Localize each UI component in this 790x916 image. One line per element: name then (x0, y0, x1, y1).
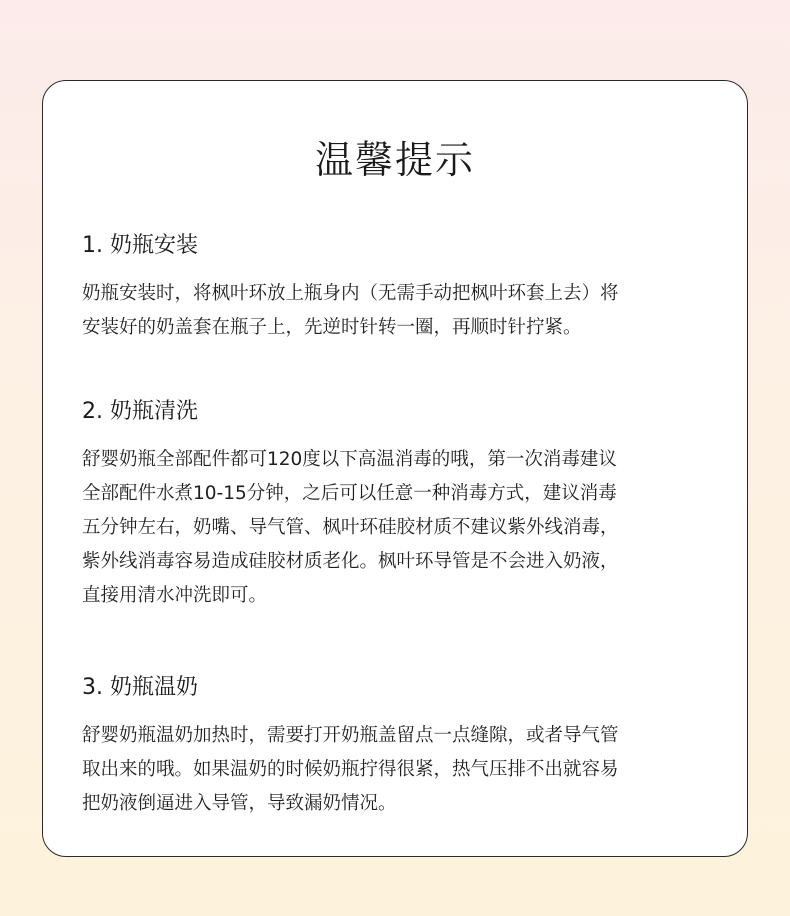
section-heading: 2. 奶瓶清洗 (82, 399, 198, 424)
tips-card (42, 80, 748, 857)
body-line: 舒婴奶瓶全部配件都可120度以下高温消毒的哦，第一次消毒建议 (82, 449, 617, 470)
section-body (82, 443, 722, 613)
section-bottle-warming (82, 673, 722, 821)
section-bottle-cleaning (82, 397, 722, 613)
body-line: 直接用清水冲洗即可。 (82, 585, 268, 606)
section-heading: 3. 奶瓶温奶 (82, 675, 198, 700)
body-line: 五分钟左右，奶嘴、导气管、枫叶环硅胶材质不建议紫外线消毒， (82, 517, 619, 538)
body-line: 紫外线消毒容易造成硅胶材质老化。枫叶环导管是不会进入奶液， (82, 551, 619, 572)
section-body (82, 719, 722, 821)
body-line: 舒婴奶瓶温奶加热时，需要打开奶瓶盖留点一点缝隙，或者导气管 (82, 725, 619, 746)
body-line: 把奶液倒逼进入导管，导致漏奶情况。 (82, 793, 397, 814)
body-line: 奶瓶安装时，将枫叶环放上瓶身内（无需手动把枫叶环套上去）将 (82, 283, 619, 304)
section-body (82, 277, 722, 345)
body-line: 全部配件水煮10-15分钟，之后可以任意一种消毒方式，建议消毒 (82, 483, 617, 504)
page-title: 温馨提示 (314, 138, 475, 182)
section-bottle-installation (82, 231, 722, 345)
body-line: 安装好的奶盖套在瓶子上，先逆时针转一圈，再顺时针拧紧。 (82, 317, 582, 338)
body-line: 取出来的哦。如果温奶的时候奶瓶拧得很紧，热气压排不出就容易 (82, 759, 619, 780)
section-heading: 1. 奶瓶安装 (82, 233, 198, 258)
